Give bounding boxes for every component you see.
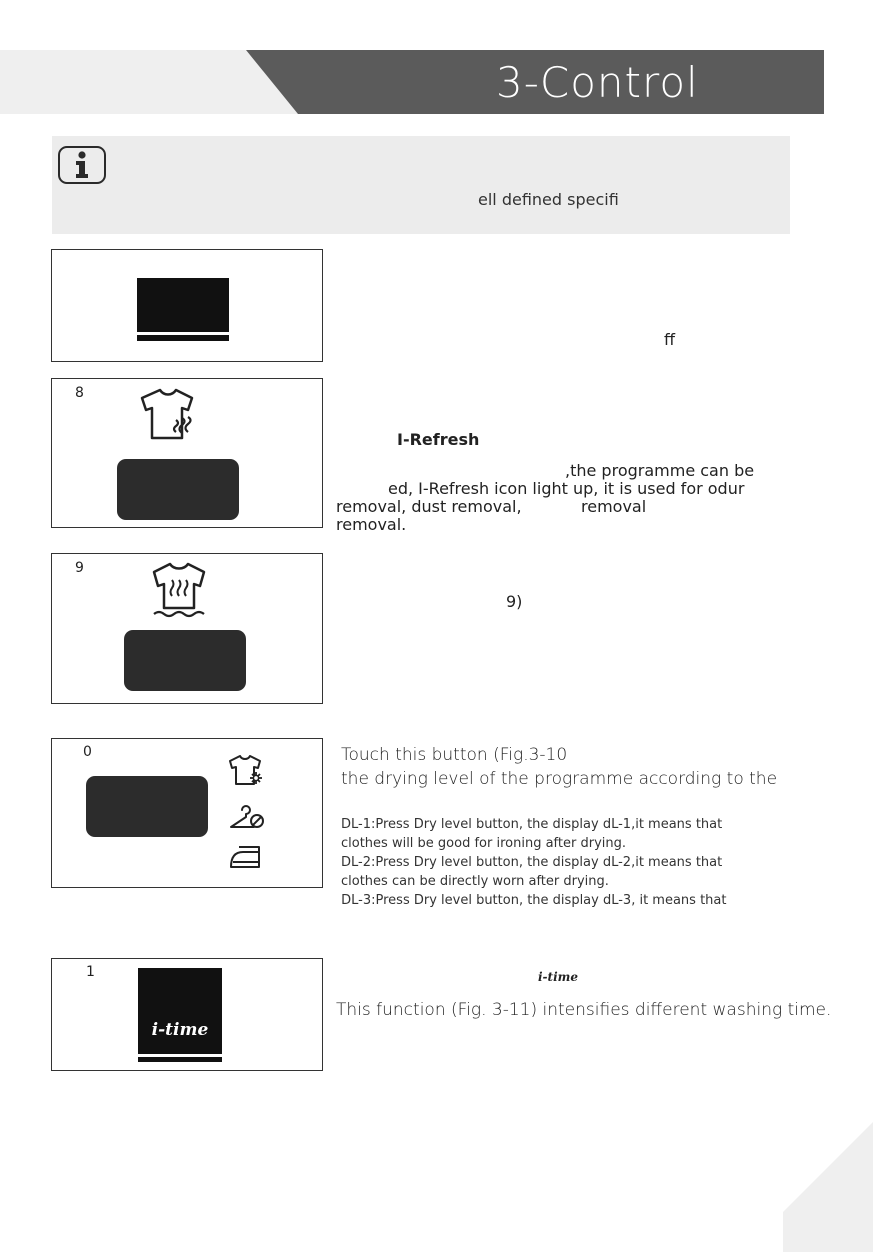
- power-button[interactable]: [137, 278, 229, 336]
- s8-line3b: removal: [581, 497, 647, 516]
- figure-number-10: 0: [83, 744, 92, 760]
- i-time-heading: i-time: [538, 970, 578, 984]
- dl-line-3: DL-2:Press Dry level button, the display dL-2,it means that: [341, 855, 723, 870]
- figure-number-8: 8: [75, 385, 84, 401]
- i-time-button[interactable]: [138, 968, 222, 1054]
- s11-text: This function (Fig. 3-11) intensifies different washing time.: [336, 1000, 832, 1020]
- shirt-refresh-icon: [138, 386, 202, 448]
- dl-line-1: DL-1:Press Dry level button, the display dL-1,it means that: [341, 817, 723, 832]
- iron-icon: [229, 843, 263, 875]
- i-time-button-label: i-time: [151, 1020, 209, 1040]
- shirt-steam-icon: [150, 560, 212, 626]
- power-button-gap: [137, 332, 229, 335]
- hanger-icon: [228, 800, 266, 836]
- page-corner-decoration: [783, 1092, 873, 1252]
- s8-line3: removal, dust removal,: [336, 497, 522, 516]
- text-ff: ff: [664, 330, 676, 349]
- s9-text: 9): [506, 592, 523, 611]
- note-text: ell defined specifi: [478, 190, 619, 209]
- shirt-dry-icon: [229, 754, 265, 792]
- steam-button[interactable]: [124, 630, 246, 691]
- figure-number-9: 9: [75, 560, 84, 576]
- info-icon: [58, 146, 106, 184]
- page-title: 3-Control: [496, 58, 699, 107]
- s8-line1: ,the programme can be: [565, 461, 755, 480]
- power-button-underline: [137, 336, 229, 341]
- dl-line-5: DL-3:Press Dry level button, the display dL-3, it means that: [337, 893, 727, 908]
- i-refresh-heading: I-Refresh: [397, 430, 480, 449]
- note-box: [52, 136, 790, 234]
- s10-line2: the drying level of the programme according to the: [341, 769, 778, 789]
- dl-line-2: clothes will be good for ironing after drying.: [341, 836, 626, 851]
- figure-number-11: 1: [86, 964, 95, 980]
- i-time-button-underline: [138, 1057, 222, 1062]
- dry-level-button[interactable]: [86, 776, 208, 837]
- s8-line2: ed, I-Refresh icon light up, it is used for odur: [388, 479, 745, 498]
- s8-line4: removal.: [336, 515, 407, 534]
- i-refresh-button[interactable]: [117, 459, 239, 520]
- s10-line1: Touch this button (Fig.3-10: [341, 745, 568, 765]
- dl-line-4: clothes can be directly worn after drying.: [341, 874, 609, 889]
